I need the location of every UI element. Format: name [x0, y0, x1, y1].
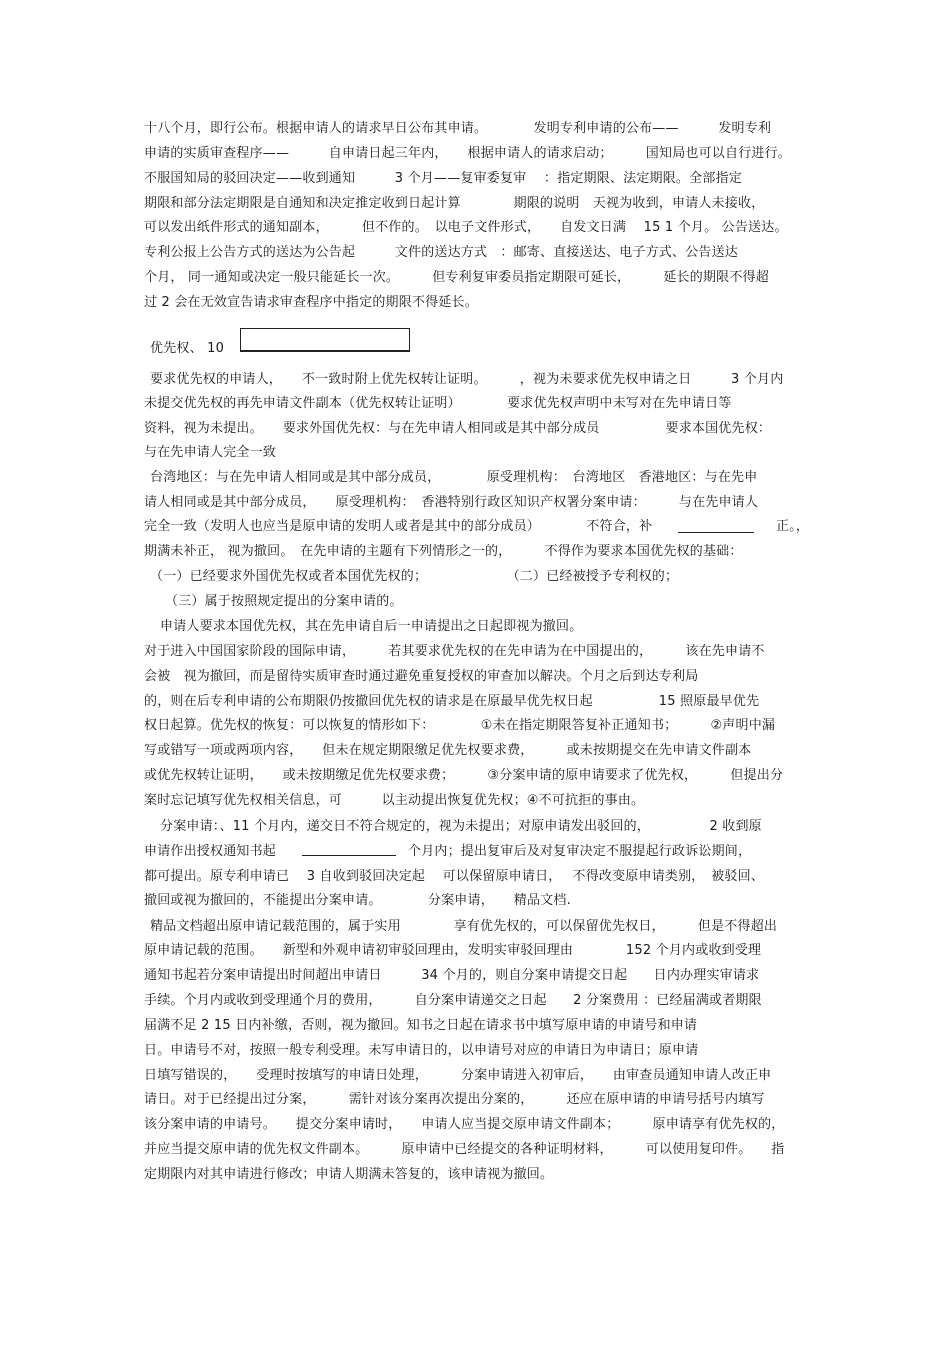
text-line-11: 资料，视为未提出。 要求外国优先权：与在先申请人相同或是其中部分成员 要求本国优先权：	[144, 421, 772, 436]
blank-underline-1	[678, 532, 754, 533]
text-line-40: 并应当提交原申请的优先权文件副本。 原申请中已经提交的各种证明材料， 可以使用复印件。 指	[144, 1142, 785, 1157]
text-line-3: 不服国知局的驳回决定——收到通知 3 个月——复审委复审 ：指定期限、法定期限。全部指定	[144, 171, 742, 186]
text-line-26: 案时忘记填写优先权相关信息，可 以主动提出恢复优先权；④不可抗拒的事由。	[144, 793, 645, 808]
text-line-5: 可以发出纸件形式的通知副本， 但不作的。 以电子文件形式， 自发文日满 15 1 个月。 公告送达。	[144, 220, 788, 235]
text-line-15: 完全一致（发明人也应当是原申请的发明人或者是其中的部分成员） 不符合，补	[144, 519, 653, 534]
text-line-18: （三）属于按照规定提出的分案申请的。	[165, 594, 403, 609]
text-line-36: 日。申请号不对，按照一般专利受理。未写申请日的，以申请号对应的申请日为申请日；原申请	[144, 1043, 699, 1058]
text-line-7: 个月， 同一通知或决定一般只能延长一次。 但专利复审委员指定期限可延长， 延长的期限不得超	[144, 270, 769, 285]
text-line-30: 撤回或视为撤回的，不能提出分案申请。 分案申请， 精品文档.	[144, 893, 571, 908]
text-line-37: 日填写错误的， 受理时按填写的申请日处理， 分案申请进入初审后， 由审查员通知申请人改正申	[144, 1068, 772, 1083]
text-line-8: 过 2 会在无效宣告请求审查程序中指定的期限不得延长。	[144, 295, 478, 310]
text-line-16: 期满未补正， 视为撤回。 在先申请的主题有下列情形之一的， 不得作为要求本国优先权的基础：	[144, 544, 743, 559]
text-line-24: 写或错写一项或两项内容， 但未在规定期限缴足优先权要求费， 或未按期提交在先申请文件副本	[144, 743, 752, 758]
text-line-23: 权日起算。优先权的恢复：可以恢复的情形如下： ①未在指定期限答复补正通知书； ②声明中漏	[144, 718, 776, 733]
blank-answer-box	[240, 328, 410, 352]
blank-underline-2	[302, 855, 396, 856]
text-line-25: 或优先权转让证明， 或未按期缴足优先权要求费； ③分案申请的原申请要求了优先权， 但提出分	[144, 768, 784, 783]
text-line-31: 精品文档超出原申请记载范围的，属于实用 享有优先权的，可以保留优先权日， 但是不得超出	[150, 919, 778, 934]
text-line-20: 对于进入中国国家阶段的国际申请， 若其要求优先权的在先申请为在中国提出的， 该在先申请不	[144, 644, 765, 659]
text-line-15b: 正。，	[776, 519, 810, 534]
text-line-1: 十八个月，即行公布。根据申请人的请求早日公布其申请。 发明专利申请的公布—— 发明专利	[144, 121, 772, 136]
text-line-6: 专利公报上公告方式的送达为公告起 文件的送达方式 ：邮寄、直接送达、电子方式、公告送达	[144, 245, 739, 260]
text-line-32: 原申请记载的范围。 新型和外观申请初审驳回理由，发明实审驳回理由 152 个月内或收到受理	[144, 943, 762, 958]
text-line-12: 与在先申请人完全一致	[144, 445, 277, 460]
text-line-27: 分案申请：、11 个月内，递交日不符合规定的，视为未提出；对原申请发出驳回的， 2 收到原	[160, 819, 762, 834]
text-line-13: 台湾地区：与在先申请人相同或是其中部分成员， 原受理机构： 台湾地区 香港地区：与在先申	[150, 470, 758, 485]
text-line-9: 要求优先权的申请人， 不一致时附上优先权转让证明。 ，视为未要求优先权申请之日 3 个月内	[150, 372, 784, 387]
text-line-34: 手续。个月内或收到受理通个月的费用， 自分案申请递交之日起 2 分案费用 ：已经届满或者期限	[144, 993, 762, 1008]
text-line-19: 申请人要求本国优先权，其在先申请自后一申请提出之日起即视为撤回。	[160, 619, 583, 634]
text-line-10: 未提交优先权的再先申请文件副本（优先权转让证明） 要求优先权声明中未写对在先申请日等	[144, 396, 732, 411]
text-line-35: 届满不足 2 15 日内补缴，否则，视为撤回。知书之日起在请求书中填写原申请的申请号和申请	[144, 1018, 698, 1033]
text-line-29: 都可提出。原专利申请已 3 自收到驳回决定起 可以保留原申请日， 不得改变原申请类别， 被驳回、	[144, 869, 765, 884]
text-line-4: 期限和部分法定期限是自通知和决定推定收到日起计算 期限的说明 天视为收到，申请人未接收，	[144, 196, 765, 211]
text-line-2: 申请的实质审查程序—— 自申请日起三年内， 根据申请人的请求启动； 国知局也可以自行进行。	[144, 146, 792, 161]
text-line-28a: 申请作出授权通知书起	[144, 844, 277, 859]
text-line-22: 的，则在后专利申请的公布期限仍按撤回优先权的请求是在原最早优先权日起 15 照原最早优先	[144, 694, 760, 709]
text-line-28b: 个月内；提出复审后及对复审决定不服提起行政诉讼期间，	[408, 844, 752, 859]
text-line-41: 定期限内对其申请进行修改；申请人期满未答复的，该申请视为撤回。	[144, 1167, 554, 1182]
text-line-17: （一）已经要求外国优先权或者本国优先权的； （二）已经被授予专利权的；	[150, 569, 679, 584]
text-line-14: 请人相同或是其中部分成员， 原受理机构： 香港特别行政区知识产权署分案申请： 与在先申请人	[144, 495, 759, 510]
section-heading-priority: 优先权、 10	[150, 341, 225, 356]
text-line-39: 该分案申请的申请号。 提交分案申请时， 申请人应当提交原申请文件副本； 原申请享有优先权的，	[144, 1117, 785, 1132]
text-line-21: 会被 视为撤回，而是留待实质审查时通过避免重复授权的审查加以解决。个月之后到达专利局	[144, 669, 699, 684]
text-line-33: 通知书起若分案申请提出时间超出申请日 34 个月的，则自分案申请提交日起 日内办理实审请求	[144, 968, 760, 983]
text-line-38: 请日。对于已经提出过分案， 需针对该分案再次提出分案的， 还应在原申请的申请号括号内填写	[144, 1092, 765, 1107]
